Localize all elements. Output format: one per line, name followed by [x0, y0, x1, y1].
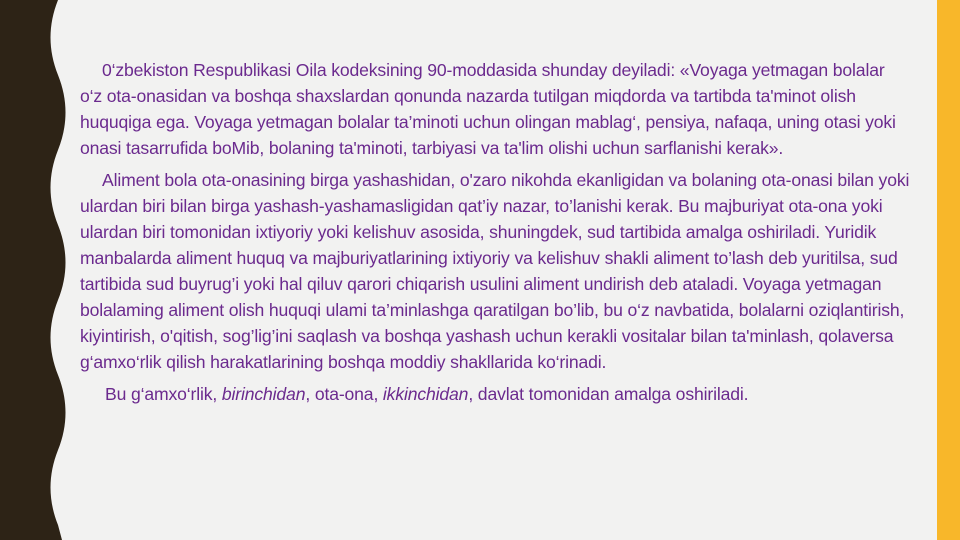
- left-wavy-band: [0, 0, 80, 540]
- birinchidan-emphasis: birinchidan: [221, 384, 306, 404]
- gamxorlik-text-3: , davlat tomonidan amalga oshiriladi.: [468, 384, 749, 404]
- paragraph-aliment: Aliment bola ota-onasining birga yashashidan, o'zaro nikohda ekanligidan va bolaning ota-onasi bilan yoki ulardan biri bilan birga yashash-yashamasligidan qat’iy nazar, to’lanishi kerak. Bu majburiyat ota-ona yoki ulardan biri tomonidan ixtiyoriy yoki kelishuv asosida, shuningdek, sud tartibida amalga oshiriladi. Yuridik manbalarda aliment huquq va majburiyatlarining ixtiyoriy va kelishuv shakli aliment to’lash deb yuritilsa, sud tartibida sud buyrug’i yoki hal qiluv qarori chiqarish usulini aliment undirish deb ataladi. Voyaga yetmagan bolalaming aliment olish huquqi ulami ta’minlashga qaratilgan bo’lib, bu o‘z navbatida, bolalarni oziqlantirish, kiyintirish, o'qitish, sog’lig’ini saqlash va boshqa yashash uchun kerakli vositalar bilan ta'minlash, qolaversa g‘amxo‘rlik qilish harakatlarining boshqa moddiy shakllarida ko‘rinadi.: [80, 170, 910, 372]
- gamxorlik-text-1: Bu g‘amxo‘rlik,: [105, 384, 222, 404]
- paragraph-oila-kodeksi: 0‘zbekiston Respublikasi Oila kodeksining 90-moddasida shunday deyiladi: «Voyaga yetmagan bolalar o‘z ota-onasidan va boshqa shaxslardan qonunda nazarda tutilgan miqdorda va tartibda ta'minot olish huquqiga ega. Voyaga yetmagan bolalar ta’minoti uchun olingan mablag‘, pensiya, nafaqa, uning otasi yoki onasi tasarrufida boMib, bolaning ta'minoti, tarbiyasi va ta'lim olishi uchun sarflanishi kerak».: [80, 60, 896, 158]
- accent-bar: [937, 0, 960, 540]
- ikkinchidan-emphasis: ikkinchidan: [382, 384, 469, 404]
- gamxorlik-text-2: , ota-ona,: [305, 384, 383, 404]
- paragraph-gamxorlik: [80, 381, 910, 407]
- slide-body-text: [80, 57, 910, 413]
